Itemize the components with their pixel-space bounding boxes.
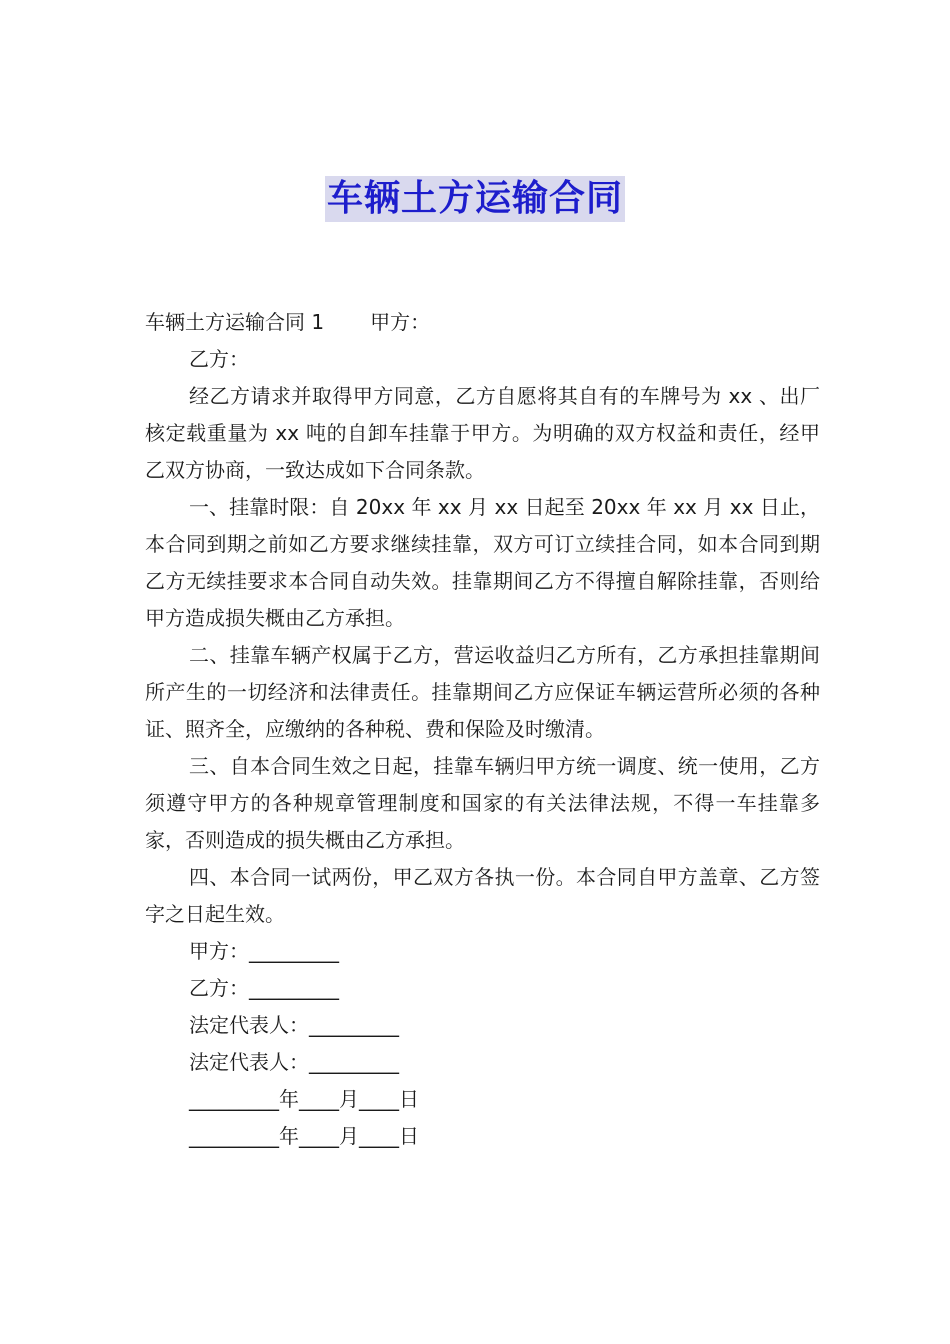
heading-label: 车辆土方运输合同 1 <box>145 310 325 334</box>
party-a-intro: 甲方： <box>370 310 431 334</box>
clause-4: 四、本合同一试两份，甲乙双方各执一份。本合同自甲方盖章、乙方签字之日起生效。 <box>145 865 820 926</box>
party-b-intro: 乙方： <box>189 347 249 371</box>
title-container <box>0 176 950 222</box>
signature-party-a: 甲方：_________ <box>189 939 339 963</box>
document-body <box>145 304 820 1155</box>
paragraph-intro: 经乙方请求并取得甲方同意，乙方自愿将其自有的车牌号为 xx 、出厂核定载重量为 xx 吨的自卸车挂靠于甲方。为明确的双方权益和责任，经甲乙双方协商，一致达成如下合同条款。 <box>145 384 820 482</box>
clause-3: 三、自本合同生效之日起，挂靠车辆归甲方统一调度、统一使用，乙方须遵守甲方的各种规章管理制度和国家的有关法律法规，不得一车挂靠多家，否则造成的损失概由乙方承担。 <box>145 754 820 852</box>
signature-party-b: 乙方：_________ <box>189 976 339 1000</box>
signature-date-b: _________年____月____日 <box>189 1124 419 1148</box>
signature-legal-rep-b: 法定代表人：_________ <box>189 1050 399 1074</box>
signature-legal-rep-a: 法定代表人：_________ <box>189 1013 399 1037</box>
document-title: 车辆土方运输合同 <box>325 176 625 222</box>
clause-2: 二、挂靠车辆产权属于乙方，营运收益归乙方所有，乙方承担挂靠期间所产生的一切经济和法律责任。挂靠期间乙方应保证车辆运营所必须的各种证、照齐全，应缴纳的各种税、费和保险及时缴清。 <box>145 643 820 741</box>
clause-1: 一、挂靠时限：自 20xx 年 xx 月 xx 日起至 20xx 年 xx 月 xx 日止，本合同到期之前如乙方要求继续挂靠，双方可订立续挂合同，如本合同到期乙方无续挂要求本合同自动失效。挂靠期间乙方不得擅自解除挂靠，否则给甲方造成损失概由乙方承担。 <box>145 495 820 630</box>
heading-line <box>145 304 820 341</box>
signature-date-a: _________年____月____日 <box>189 1087 419 1111</box>
